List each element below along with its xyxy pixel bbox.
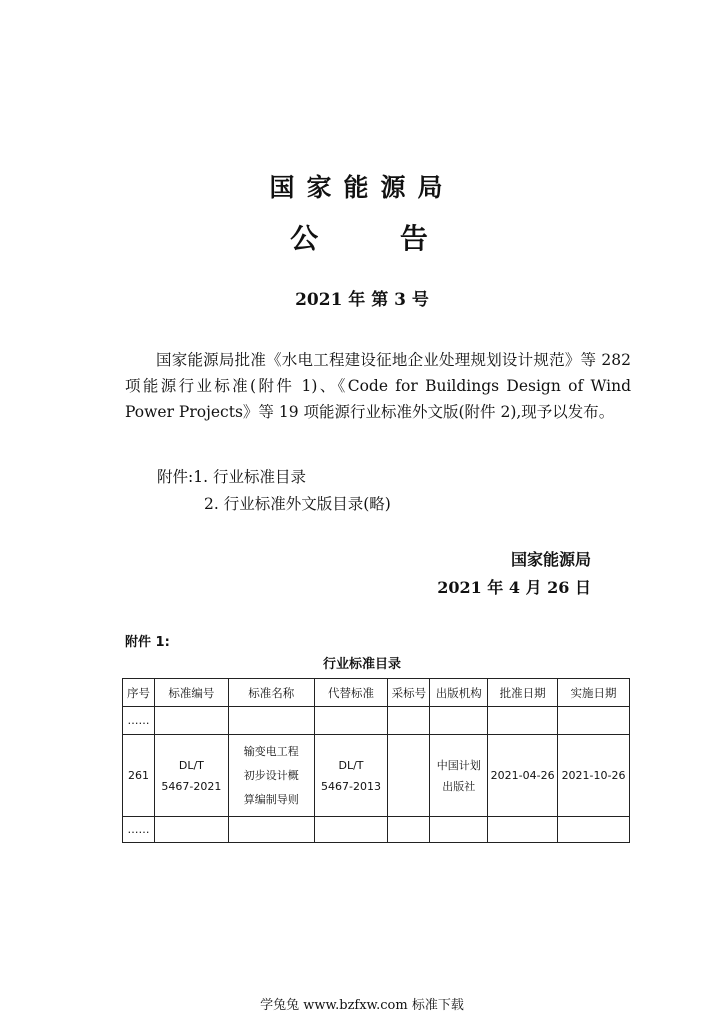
announcement-paragraph: 国家能源局批准《水电工程建设征地企业处理规划设计规范》等 282 项能源行业标准(附件 1)、《Code for Buildings Design of Wind Power Projects》等 19 项能源行业标准外文版(附件 2),现予以发布。 xyxy=(125,351,631,421)
signature-org: 国家能源局 xyxy=(510,550,591,569)
signature-date: 2021 年 4 月 26 日 xyxy=(437,578,591,597)
cell-publisher xyxy=(430,735,488,817)
header-replaces: 代替标准 xyxy=(314,679,388,707)
cell-std-name-line-1: 输变电工程 xyxy=(243,744,299,758)
table-row-ellipsis-bottom xyxy=(123,817,630,843)
header-std-no: 标准编号 xyxy=(154,679,228,707)
header-adopted-no: 采标号 xyxy=(388,679,430,707)
cell-approval-date: 2021-04-26 xyxy=(488,735,558,817)
cell-replaces-line-1: DL/T xyxy=(338,758,364,772)
cell-publisher-line-2: 出版社 xyxy=(442,779,476,793)
table-row-ellipsis-top xyxy=(123,707,630,735)
cell-std-no-line-2: 5467-2021 xyxy=(161,779,222,793)
table-title: 行业标准目录 xyxy=(322,657,401,672)
footer-watermark: 学兔兔 www.bzfxw.com 标准下载 xyxy=(260,998,464,1013)
header-effective-date: 实施日期 xyxy=(558,679,630,707)
table-header-row xyxy=(123,679,630,707)
header-std-name: 标准名称 xyxy=(228,679,314,707)
cell-seq: 261 xyxy=(123,735,155,817)
cell-std-no xyxy=(154,735,228,817)
table-row xyxy=(123,735,630,817)
ellipsis-cell: …… xyxy=(123,707,155,735)
cell-std-name-line-2: 初步设计概 xyxy=(243,768,299,782)
header-approval-date: 批准日期 xyxy=(488,679,558,707)
standards-catalog-table xyxy=(122,678,630,843)
appendix-label: 附件 1: xyxy=(125,635,170,650)
cell-replaces xyxy=(314,735,388,817)
cell-replaces-line-2: 5467-2013 xyxy=(321,779,381,793)
attachment-item-1: 附件:1. 行业标准目录 xyxy=(157,468,306,486)
cell-adopted-no xyxy=(388,735,430,817)
cell-effective-date: 2021-10-26 xyxy=(558,735,630,817)
cell-publisher-line-1: 中国计划 xyxy=(436,758,481,772)
header-seq: 序号 xyxy=(123,679,155,707)
document-type-title: 公 告 xyxy=(290,222,464,255)
announcement-body xyxy=(125,347,631,425)
attachment-item-2: 2. 行业标准外文版目录(略) xyxy=(204,495,391,513)
ellipsis-cell: …… xyxy=(123,817,155,843)
issue-number: 2021 年 第 3 号 xyxy=(295,290,429,310)
cell-std-name-line-3: 算编制导则 xyxy=(243,792,299,806)
issuer-title: 国家能源局 xyxy=(269,173,455,202)
cell-std-name xyxy=(228,735,314,817)
header-publisher: 出版机构 xyxy=(430,679,488,707)
cell-std-no-line-1: DL/T xyxy=(178,758,204,772)
